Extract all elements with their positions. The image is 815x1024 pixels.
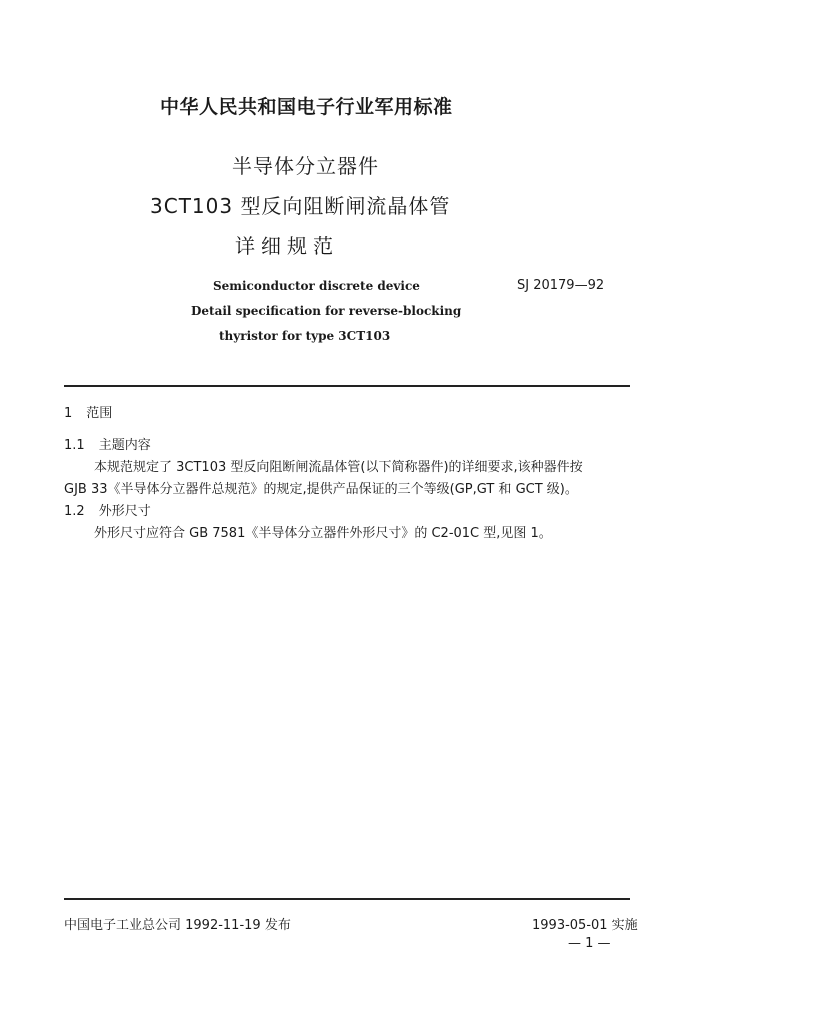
section-1-title: 范围: [86, 406, 113, 421]
section-1-number: 1: [64, 406, 73, 421]
section-1-1-heading: [64, 434, 151, 453]
standard-number: SJ 20179—92: [517, 278, 605, 293]
top-divider: [64, 385, 630, 387]
issuer-standard-heading: 中华人民共和国电子行业军用标准: [160, 96, 453, 118]
document-title-line-2: 3CT103 型反向阻断闸流晶体管: [150, 194, 451, 218]
english-title-line-1: Semiconductor discrete device: [213, 279, 420, 293]
section-1-2-number: 1.2: [64, 504, 85, 519]
bottom-divider: [64, 898, 630, 900]
english-title-line-2: Detail specification for reverse-blocking: [191, 304, 462, 318]
issue-date: 中国电子工业总公司 1992-11-19 发布: [64, 918, 291, 933]
document-title-line-3: 详细规范: [235, 234, 339, 258]
section-1-1-number: 1.1: [64, 438, 85, 453]
english-title-line-3: thyristor for type 3CT103: [219, 329, 391, 343]
section-1-1-title: 主题内容: [98, 438, 151, 453]
effective-date: 1993-05-01 实施: [532, 918, 638, 933]
section-1-1-paragraph-line-2: GJB 33《半导体分立器件总规范》的规定,提供产品保证的三个等级(GP,GT 和 GCT 级)。: [64, 482, 578, 497]
section-1-2-title: 外形尺寸: [98, 504, 151, 519]
section-1-2-paragraph: 外形尺寸应符合 GB 7581《半导体分立器件外形尺寸》的 C2-01C 型,见图 1。: [94, 526, 552, 541]
document-title-line-1: 半导体分立器件: [232, 154, 379, 178]
section-1-2-heading: [64, 500, 151, 519]
section-1-heading: [64, 402, 112, 421]
page-number: — 1 —: [568, 936, 611, 951]
section-1-1-paragraph-line-1: 本规范规定了 3CT103 型反向阻断闸流晶体管(以下简称器件)的详细要求,该种器件按: [94, 460, 583, 475]
